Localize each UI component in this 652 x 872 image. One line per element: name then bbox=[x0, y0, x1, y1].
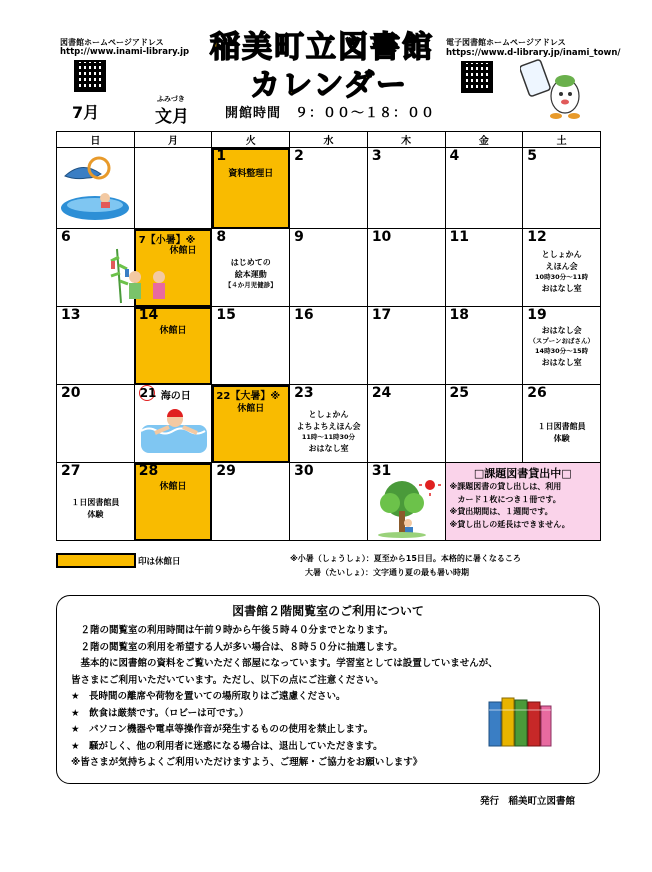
empty-cell bbox=[57, 148, 135, 229]
day-number: 9 bbox=[294, 229, 304, 245]
day-number: 8 bbox=[216, 229, 227, 245]
day-number: 4 bbox=[449, 148, 460, 164]
event-text bbox=[57, 497, 134, 521]
day-number: 16 bbox=[294, 307, 314, 323]
event-line: おはなし室 bbox=[541, 283, 582, 293]
day-cell-15 bbox=[212, 307, 290, 385]
day-number: 31 bbox=[371, 463, 392, 479]
holiday-circle: 21 bbox=[139, 386, 157, 400]
event-text: 休館日 bbox=[159, 482, 187, 492]
weekday-thu: 木 bbox=[367, 132, 445, 148]
day-number: 29 bbox=[216, 463, 236, 479]
kadai-title: □課題図書貸出中□ bbox=[473, 467, 572, 480]
calendar-week bbox=[57, 148, 601, 229]
day-cell-26 bbox=[523, 385, 601, 463]
event-line: １日図書館員 bbox=[71, 498, 120, 507]
weekday-fri: 金 bbox=[445, 132, 523, 148]
day-cell-18 bbox=[445, 307, 523, 385]
kadai-line: ※貸し出しの延長はできません。 bbox=[449, 519, 570, 529]
event-text bbox=[523, 325, 600, 369]
day-number: 3 bbox=[371, 148, 382, 164]
day-cell-2 bbox=[290, 148, 368, 229]
event-line: 体験 bbox=[87, 510, 104, 519]
day-cell-27 bbox=[57, 463, 135, 541]
day-number: 15 bbox=[216, 307, 236, 323]
ebook-site-url[interactable]: https://www.d-library.jp/inami_town/ bbox=[446, 48, 621, 58]
notice-line: ２階の閲覧室の利用を希望する人が多い場合は、８時５０分に抽選します。 bbox=[71, 641, 403, 653]
event-text bbox=[523, 421, 600, 445]
day-number: 19 bbox=[527, 307, 547, 323]
day-cell-9 bbox=[290, 229, 368, 307]
tree-reading-icon bbox=[372, 477, 442, 539]
event-line: おはなし会 bbox=[541, 326, 582, 335]
month-name-ruby: ふみづき bbox=[157, 95, 185, 103]
day-number: 23 bbox=[294, 385, 314, 401]
event-line: おはなし室 bbox=[541, 357, 582, 367]
kadai-line: カード１枚につき１冊です。 bbox=[457, 494, 561, 504]
kadai-line: ※課題図書の貸し出しは、利用 bbox=[449, 482, 562, 491]
day-number: 14 bbox=[138, 307, 159, 323]
day-number: 11 bbox=[449, 229, 469, 245]
notice-line: ★ パソコン機器や電卓等操作音が発生するものの使用を禁止します。 bbox=[71, 724, 374, 735]
ebook-qr-code bbox=[461, 61, 493, 93]
event-text: 休館日 bbox=[159, 326, 187, 336]
library-site-url[interactable]: http://www.inami-library.jp bbox=[60, 47, 190, 57]
day-number: 28 bbox=[138, 463, 159, 479]
event-text: 海の日 bbox=[160, 391, 191, 402]
calendar-week bbox=[57, 463, 601, 541]
day-number: 2 bbox=[294, 148, 304, 164]
day-number: 12 bbox=[527, 229, 547, 245]
day-number: 24 bbox=[371, 385, 392, 401]
day-cell-24 bbox=[367, 385, 445, 463]
day-number: 13 bbox=[61, 307, 81, 323]
calendar-week bbox=[57, 307, 601, 385]
event-line: 14時30分～15時 bbox=[535, 346, 589, 355]
event-line: １日図書館員 bbox=[537, 422, 586, 431]
weekday-tue: 火 bbox=[212, 132, 290, 148]
day-cell-25 bbox=[445, 385, 523, 463]
day-cell-11 bbox=[445, 229, 523, 307]
event-line: 11時～11時30分 bbox=[301, 433, 356, 441]
closed-day-legend-swatch bbox=[56, 553, 136, 568]
day-cell-14 bbox=[134, 307, 212, 385]
event-line: えほん会 bbox=[545, 262, 578, 271]
day-number: 26 bbox=[527, 385, 547, 401]
day-number: 1 bbox=[216, 148, 227, 164]
ebook-site-label: 電子図書館ホームページアドレス bbox=[446, 38, 566, 47]
day-cell-8 bbox=[212, 229, 290, 307]
day-cell-22 bbox=[212, 385, 290, 463]
event-line: としょかん bbox=[308, 410, 349, 419]
swimmer-icon bbox=[141, 407, 207, 457]
kadai-notice-cell bbox=[445, 463, 600, 541]
day-cell-12 bbox=[523, 229, 601, 307]
event-line: はじめての bbox=[230, 258, 271, 267]
title-line1: 稲美町立図書館 bbox=[210, 30, 434, 65]
day-cell-10 bbox=[367, 229, 445, 307]
title-line2: カレンダー bbox=[250, 68, 409, 103]
day-number: 22【大暑】※ bbox=[216, 391, 281, 402]
calendar-week bbox=[57, 385, 601, 463]
weekday-header-row bbox=[57, 132, 601, 148]
day-cell-29 bbox=[212, 463, 290, 541]
event-line: 体験 bbox=[553, 434, 570, 443]
day-number: 17 bbox=[371, 307, 392, 323]
day-cell-3 bbox=[367, 148, 445, 229]
notice-line: ★ 騒がしく、他の利用者に迷惑になる場合は、退出していただきます。 bbox=[71, 740, 383, 752]
month-name: 文月 bbox=[155, 107, 189, 127]
event-line: 10時30分～11時 bbox=[535, 273, 589, 281]
day-cell-17 bbox=[367, 307, 445, 385]
event-text bbox=[290, 409, 367, 455]
weekday-sun: 日 bbox=[57, 132, 135, 148]
notice-line: ★ 飲食は厳禁です。（ロビーは可です。） bbox=[71, 707, 249, 719]
empty-cell bbox=[134, 148, 212, 229]
day-cell-4 bbox=[445, 148, 523, 229]
shosho-note: ※小暑（しょうしょ）：夏至から15日目。本格的に暑くなるころ bbox=[290, 554, 521, 563]
month: 7月 bbox=[72, 103, 100, 122]
day-cell-20 bbox=[57, 385, 135, 463]
weekday-sat: 土 bbox=[523, 132, 601, 148]
taisho-note: 大暑（たいしょ）：文字通り夏の最も暑い時期 bbox=[305, 568, 469, 577]
mascot-phone-icon bbox=[520, 58, 590, 120]
day-cell-31 bbox=[367, 463, 445, 541]
day-number: 20 bbox=[61, 385, 81, 401]
event-line: 絵本運動 bbox=[234, 270, 267, 279]
books-icon bbox=[485, 692, 555, 748]
tanabata-children-icon bbox=[107, 247, 187, 305]
event-text: 休館日 bbox=[237, 404, 265, 414]
day-cell-7 bbox=[134, 229, 212, 307]
day-cell-23 bbox=[290, 385, 368, 463]
event-line: おはなし室 bbox=[308, 443, 349, 453]
library-qr-code bbox=[74, 60, 106, 92]
publisher: 発行 稲美町立図書館 bbox=[480, 796, 576, 807]
notice-line: ２階の閲覧室の利用時間は午前９時から午後５時４０分までとなります。 bbox=[71, 625, 394, 636]
dolphin-icon bbox=[57, 148, 133, 224]
reading-room-notice bbox=[56, 595, 600, 784]
day-cell-13 bbox=[57, 307, 135, 385]
opening-hours: 開館時間 ９：００～１８：００ bbox=[225, 106, 436, 121]
event-text: 休館日 bbox=[169, 246, 197, 256]
day-number: 27 bbox=[61, 463, 81, 479]
day-number: 30 bbox=[294, 463, 314, 479]
event-line: よちよちえほん会 bbox=[296, 422, 361, 431]
weekday-wed: 水 bbox=[290, 132, 368, 148]
day-number: 18 bbox=[449, 307, 469, 323]
kadai-line: ※貸出期間は、１週間です。 bbox=[449, 507, 553, 516]
calendar-week bbox=[57, 229, 601, 307]
day-number bbox=[139, 385, 155, 401]
weekday-mon: 月 bbox=[134, 132, 212, 148]
day-cell-21 bbox=[134, 385, 212, 463]
day-cell-28 bbox=[134, 463, 212, 541]
day-number: 7【小暑】※ bbox=[138, 235, 196, 246]
day-cell-16 bbox=[290, 307, 368, 385]
day-cell-1 bbox=[212, 148, 290, 229]
event-text: 資料整理日 bbox=[228, 169, 274, 179]
notice-title: 図書館２階閲覧室のご利用について bbox=[232, 604, 424, 618]
event-text bbox=[212, 257, 289, 291]
event-line: 【４か月児健診】 bbox=[224, 281, 277, 289]
notice-line: ※皆さまが気持ちよくご利用いただけますよう、ご理解・ご協力をお願いします》 bbox=[71, 757, 423, 768]
day-number: 6 bbox=[61, 229, 71, 245]
event-line: （スプーンおばさん） bbox=[529, 337, 594, 345]
day-number: 10 bbox=[371, 229, 392, 245]
day-cell-19 bbox=[523, 307, 601, 385]
notice-line: 基本的に図書館の資料をご覧いただく部屋になっています。学習室としては設置していませんが、 bbox=[71, 658, 498, 669]
day-number: 25 bbox=[449, 385, 469, 401]
event-line: としょかん bbox=[541, 250, 582, 259]
day-cell-5 bbox=[523, 148, 601, 229]
closed-day-legend-label: 印は休館日 bbox=[138, 557, 181, 567]
day-cell-30 bbox=[290, 463, 368, 541]
event-text bbox=[523, 249, 600, 295]
library-site-label: 図書館ホームページアドレス bbox=[60, 38, 164, 47]
calendar-table bbox=[56, 131, 601, 541]
notice-line: 皆さまにご利用いただいています。ただし、以下の点にご注意ください。 bbox=[71, 674, 384, 686]
day-number: 5 bbox=[527, 148, 537, 164]
notice-line: ★ 長時間の離席や荷物を置いての場所取りはご遠慮ください。 bbox=[71, 691, 346, 702]
